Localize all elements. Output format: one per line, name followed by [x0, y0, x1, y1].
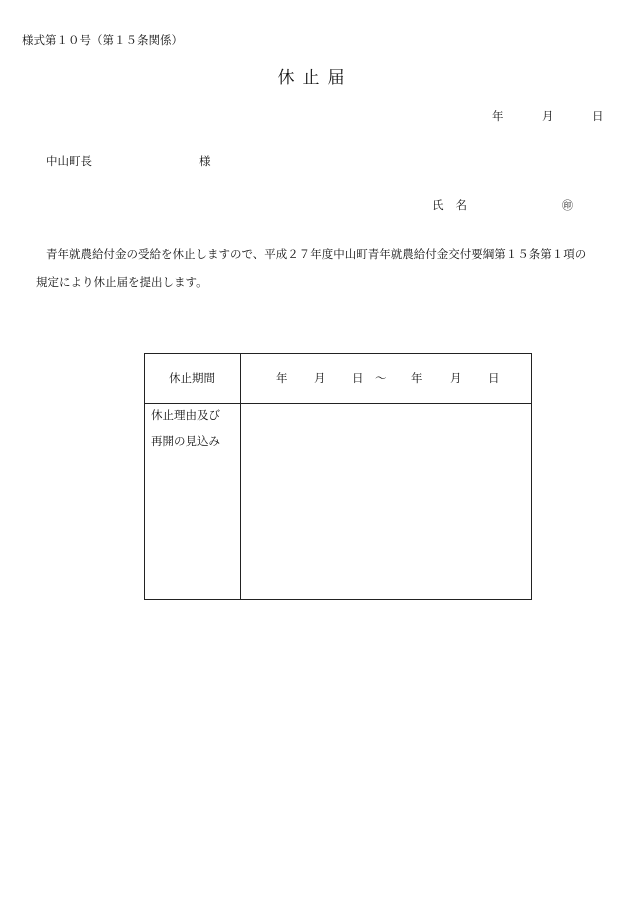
addressee-honorific: 様	[199, 154, 211, 168]
reason-label-line-1: 休止理由及び	[151, 408, 220, 422]
period-start-day: 日	[352, 371, 364, 385]
body-text-line-1: 青年就農給付金の受給を休止しますので、平成２７年度中山町青年就農給付金交付要綱第１５条第１項の	[46, 247, 587, 261]
period-start-year: 年	[276, 371, 288, 385]
addressee-name: 中山町長	[46, 154, 92, 168]
date-day-label: 日	[592, 109, 604, 123]
period-end-year: 年	[411, 371, 423, 385]
period-separator: ～	[375, 371, 387, 385]
date-month-label: 月	[542, 109, 554, 123]
body-text-line-2: 規定により休止届を提出します。	[36, 275, 208, 289]
table-column-divider	[240, 354, 241, 599]
reason-label-line-2: 再開の見込み	[151, 434, 220, 448]
seal-mark: ㊞	[562, 199, 573, 212]
document-title: 休止届	[277, 68, 353, 88]
period-end-day: 日	[488, 371, 500, 385]
date-year-label: 年	[492, 109, 504, 123]
suspension-period-label: 休止期間	[169, 371, 215, 385]
period-start-month: 月	[314, 371, 326, 385]
period-end-month: 月	[450, 371, 462, 385]
suspension-form-table	[144, 353, 532, 600]
applicant-name-label: 氏名	[432, 198, 479, 212]
table-row-divider	[145, 403, 531, 404]
form-number: 様式第１０号（第１５条関係）	[22, 33, 183, 47]
